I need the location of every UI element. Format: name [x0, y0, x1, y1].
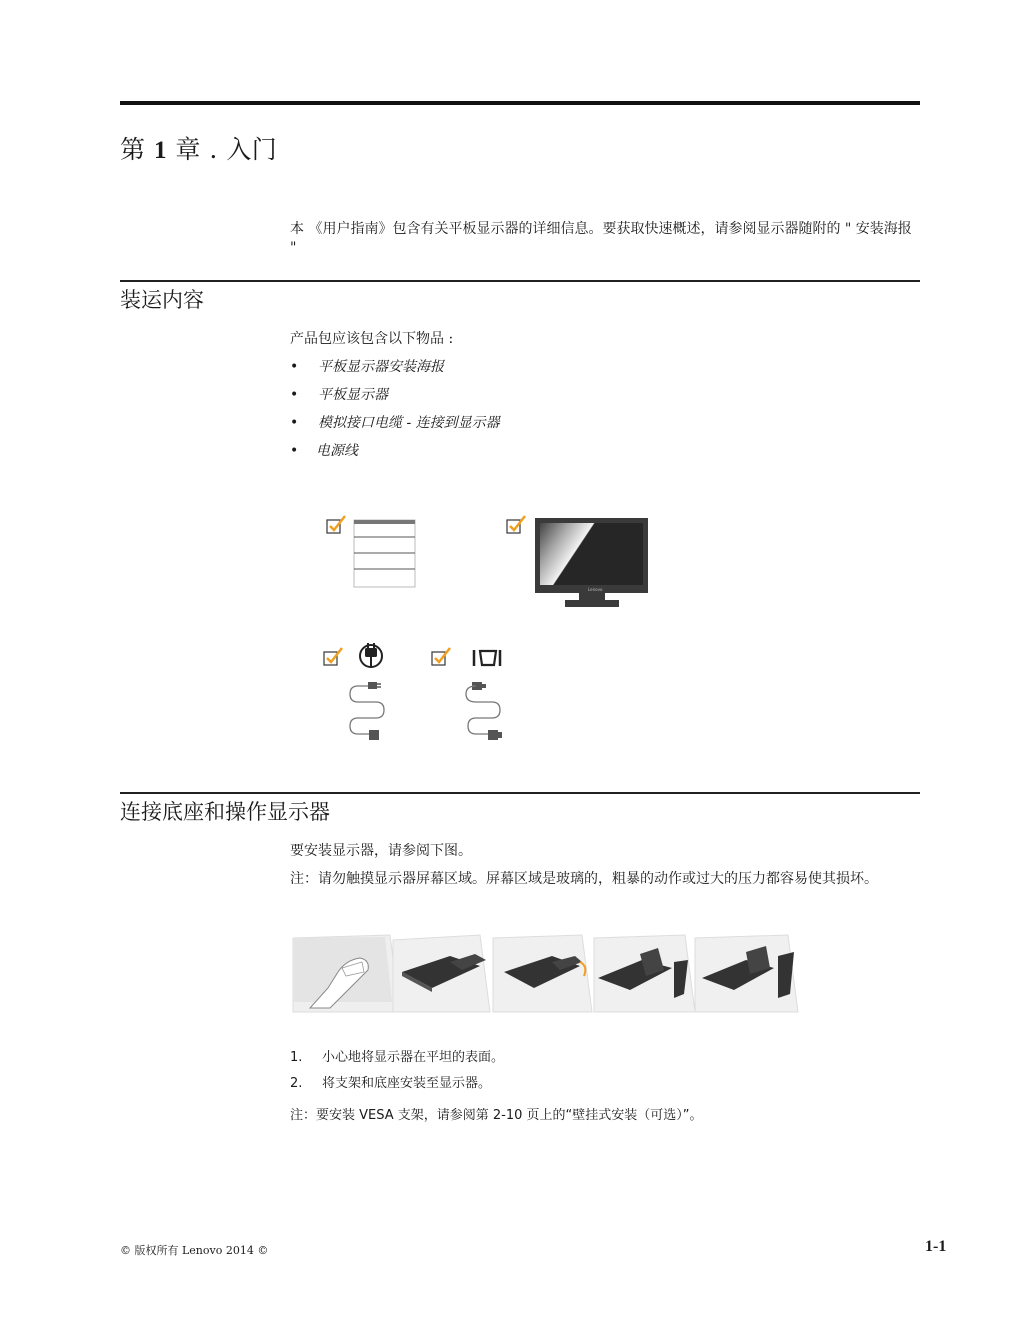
- section-rule-attach: [120, 792, 920, 794]
- check-icon: [324, 648, 342, 665]
- attach-note: 注：请勿触摸显示器屏幕区域。屏幕区域是玻璃的，粗暴的动作或过大的压力都容易使其损坏。: [290, 871, 878, 887]
- attach-stand-panel: [493, 935, 592, 1012]
- step-item: [290, 1075, 504, 1101]
- check-icon: [327, 516, 345, 533]
- chapter-title: 第 1 章 . 入门: [120, 135, 278, 164]
- check-icon: [507, 516, 525, 533]
- shipping-item-list: [290, 357, 500, 469]
- footer-copyright: © 版权所有 Lenovo 2014 ©: [120, 1244, 269, 1257]
- section-rule-shipping: [120, 280, 920, 282]
- lay-monitor-panel: [393, 935, 490, 1012]
- vga-port-icon: [474, 650, 500, 666]
- vga-cable-icon: [466, 682, 502, 740]
- final-assembly-panel: [695, 935, 798, 1012]
- wipe-screen-panel: [293, 935, 400, 1012]
- shipping-item: • 平板显示器安装海报: [290, 357, 500, 385]
- power-plug-icon: [360, 643, 382, 668]
- vesa-note: 注：要安装 VESA 支架，请参阅第 2-10 页上的“壁挂式安装（可选）”。: [290, 1108, 703, 1123]
- step-list: [290, 1049, 504, 1101]
- step-text: 小心地将显示器在平坦的表面。: [322, 1050, 505, 1065]
- attach-lead: 要安装显示器，请参阅下图。: [290, 843, 472, 859]
- poster-icon: [354, 520, 415, 587]
- monitor-brand-text: Lenovo: [588, 587, 603, 592]
- page-number: 1-1: [925, 1238, 947, 1255]
- monitor-icon: [535, 518, 648, 607]
- power-cable-illustration: [322, 638, 392, 753]
- section-title-shipping: 装运内容: [120, 288, 204, 312]
- shipping-item: • 模拟接口电缆 - 连接到显示器: [290, 413, 500, 441]
- step-number: 2.: [290, 1076, 303, 1091]
- attach-base-panel: [594, 935, 695, 1012]
- shipping-lead: 产品包应该包含以下物品 :: [290, 331, 454, 347]
- assembly-steps-illustration: [290, 932, 798, 1014]
- shipping-item: • 电源线: [290, 441, 500, 469]
- step-text: 将支架和底座安装至显示器。: [322, 1076, 492, 1091]
- check-icon: [432, 648, 450, 665]
- intro-paragraph: 本 《用户指南》包含有关平板显示器的详细信息。要获取快速概述，请参阅显示器随附的 " 安装海报 ": [290, 221, 912, 256]
- chapter-top-rule: [120, 101, 920, 105]
- vga-cable-illustration: [430, 638, 510, 753]
- step-item: [290, 1049, 504, 1075]
- power-cable-icon: [350, 682, 384, 740]
- monitor-illustration: [505, 512, 655, 612]
- shipping-item: • 平板显示器: [290, 385, 500, 413]
- step-number: 1.: [290, 1050, 303, 1065]
- poster-illustration: [325, 512, 425, 592]
- section-title-attach: 连接底座和操作显示器: [120, 800, 330, 824]
